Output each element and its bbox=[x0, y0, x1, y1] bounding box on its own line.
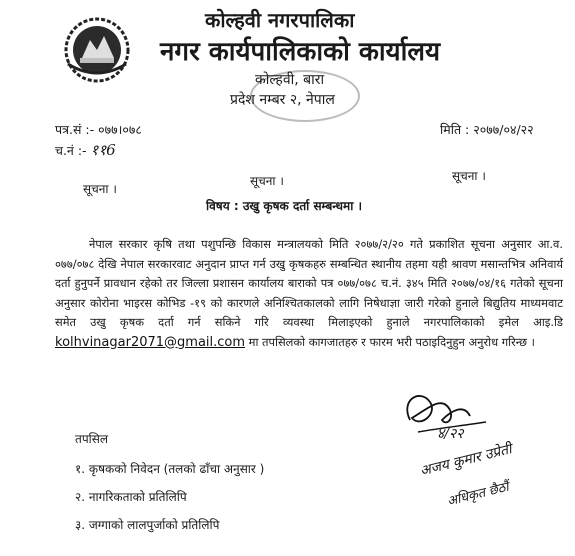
letter-subject: विषय : उखु कृषक दर्ता सम्बन्धमा । bbox=[206, 199, 363, 213]
municipality-name: कोल्हवी नगरपालिका bbox=[205, 8, 355, 32]
chalani-label: च.नं :- bbox=[55, 143, 87, 158]
signer-title: अधिकृत छैठौं bbox=[445, 479, 511, 510]
notice-heading-right: सूचना । bbox=[452, 169, 486, 183]
body-text-closing: मा तपसिलको कागजातहरु र फारम भरी पठाइदिनुहुन अनुरोध गरिन्छ । bbox=[248, 334, 535, 349]
body-text-main: नेपाल सरकार कृषि तथा पशुपन्छि विकास मन्त्रालयको मिति २०७७/२/२० गते प्रकाशित सूचना अनुसार आ.व. ०७७/०७८ देखि नेपाल सरकारवाट अनुदान प्राप्त गर्न उखु कृषकहरु सम्बन्धित स्थानीय तहमा यही श्रावण मसान्तभित्र अनिवार्य दर्ता हुनुपर्ने प्रावधान रहेको तर जिल्ला प्रशासन कार्यालय बाराको पत्र ०७७/०७८ च.नं. ३४५ मिति २०७७/०४/१६ गतेको सूचना अनुसार कोरोना भाइरस कोभिड -१९ को कारणले अनिश्चितकालको लागि निषेधाज्ञा जारी गरेको हुनाले बिद्युतिय माध्यमवाट समेत उखु कृषक दर्ता गर्न सकिने गरि व्यवस्था मिलाइएको हुनाले नगरपालिकाको इमेल आइ.डि bbox=[55, 237, 563, 329]
signer-name: अजय कुमार उप्रेती bbox=[418, 441, 514, 480]
chalani-line bbox=[55, 140, 142, 161]
attachment-item: १. कृषकको निवेदन (तलको ढाँचा अनुसार ) bbox=[75, 462, 265, 476]
municipality-emblem bbox=[60, 14, 134, 84]
notice-heading-left: सूचना । bbox=[83, 182, 117, 196]
attachment-item: ३. जग्गाको लालपुर्जाको प्रतिलिपि bbox=[75, 518, 220, 532]
province-line: प्रदेश नम्बर २, नेपाल bbox=[230, 92, 335, 108]
notice-heading-center: सूचना । bbox=[250, 174, 284, 188]
attachments-heading: तपसिल bbox=[75, 432, 109, 446]
email-link[interactable]: kolhvinagar2071@gmail.com bbox=[55, 334, 246, 350]
letter-date: मिति : २०७७/०४/२२ bbox=[440, 122, 534, 137]
patra-sankhya: पत्र.सं :- ०७७।०७८ bbox=[55, 122, 142, 137]
signature-date: ४/२२ bbox=[437, 426, 464, 442]
letter-body bbox=[55, 235, 563, 352]
office-name: नगर कार्यपालिकाको कार्यालय bbox=[160, 37, 441, 67]
office-location: कोल्हवी, बारा bbox=[255, 72, 325, 88]
attachment-item: २. नागरिकताको प्रतिलिपि bbox=[75, 490, 187, 504]
chalani-number: ११6 bbox=[90, 141, 116, 159]
reference-block bbox=[55, 120, 142, 161]
